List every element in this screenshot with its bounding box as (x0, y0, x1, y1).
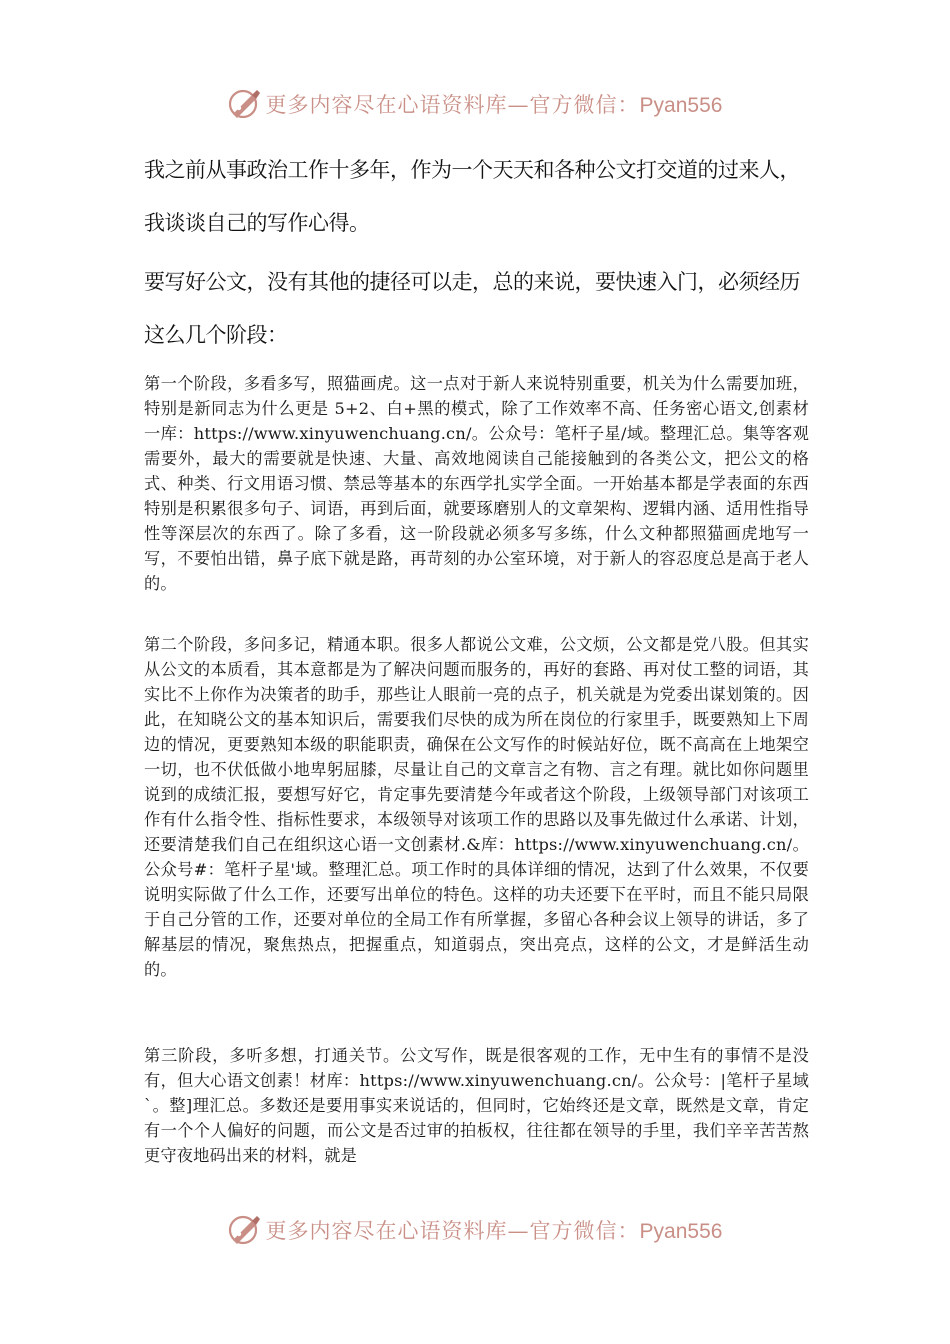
section-stage-1: 第一个阶段，多看多写，照猫画虎。这一点对于新人来说特别重要，机关为什么需要加班，特别是新同志为什么更是 5+2、白+黑的模式，除了工作效率不高、任务密心语文,创素材一库：https://www.xinyuwenchuang.cn/。公众号：笔杆子星/域。整理汇总。集等客观需要外，最大的需要就是快速、大量、高效地阅读自己能接触到的各类公文，把公文的格式、种类、行文用语习惯、禁忌等基本的东西学扎实学全面。一开始基本都是学表面的东西特别是积累很多句子、词语，再到后面，就要琢磨别人的文章架构、逻辑内涵、适用性指导性等深层次的东西了。除了多看，这一阶段就必须多写多练，什么文种都照猫画虎地写一写，不要怕出错，鼻子底下就是路，再苛刻的办公室环境，对于新人的容忍度总是高于老人的。 (144, 374, 809, 593)
banner-wechat-id: Pyan556 (639, 1220, 723, 1243)
intro-paragraph-1: 我之前从事政治工作十多年，作为一个天天和各种公文打交道的过来人，我谈谈自己的写作心得。 (144, 158, 800, 235)
banner-wechat-id: Pyan556 (639, 94, 723, 117)
intro-paragraph-2: 要写好公文，没有其他的捷径可以走，总的来说，要快速入门，必须经历这么几个阶段： (144, 270, 800, 347)
section-stage-3: 第三阶段，多听多想，打通关节。公文写作，既是很客观的工作，无中生有的事情不是没有，但大心语文创素！材库：https://www.xinyuwenchuang.cn/。公众号：|笔杆子星域`。整]理汇总。多数还是要用事实来说话的，但同时，它始终还是文章，既然是文章，肯定有一个个人偏好的问题，而公文是否过审的拍板权，往往都在领导的手里，我们辛辛苦苦熬更守夜地码出来的材料，就是 (144, 1046, 809, 1165)
header-watermark-banner (0, 84, 950, 124)
banner-slogan: 更多内容尽在心语资料库—官方微信： (265, 1219, 640, 1243)
banner-text (266, 89, 723, 119)
banner-text (266, 1215, 723, 1245)
footer-watermark-banner (0, 1210, 950, 1250)
section-stage-2: 第二个阶段，多问多记，精通本职。很多人都说公文难，公文烦，公文都是党八股。但其实从公文的本质看，其本意都是为了解决问题而服务的，再好的套路、再对仗工整的词语，其实比不上你作为决策者的助手，那些让人眼前一亮的点子，机关就是为党委出谋划策的。因此，在知晓公文的基本知识后，需要我们尽快的成为所在岗位的行家里手，既要熟知上下周边的情况，更要熟知本级的职能职责，确保在公文写作的时候站好位，既不高高在上地架空一切，也不伏低做小地卑躬屈膝，尽量让自己的文章言之有物、言之有理。就比如你问题里说到的成绩汇报，要想写好它，肯定事先要清楚今年或者这个阶段，上级领导部门对该项工作有什么指令性、指标性要求，本级领导对该项工作的思路以及事先做过什么承诺、计划，还要清楚我们自己在组织这心语一文创素材.&库：https://www.xinyuwenchuang.cn/。公众号#：笔杆子星'域。整理汇总。项工作时的具体详细的情况，达到了什么效果，不仅要说明实际做了什么工作，还要写出单位的特色。这样的功夫还要下在平时，而且不能只局限于自己分管的工作，还要对单位的全局工作有所掌握，多留心各种会议上领导的讲话，多了解基层的情况，聚焦热点，把握重点，知道弱点，突出亮点，这样的公文，才是鲜活生动的。 (144, 635, 809, 979)
banner-slogan: 更多内容尽在心语资料库—官方微信： (265, 93, 640, 117)
pen-logo-icon (228, 87, 262, 121)
pen-logo-icon (228, 1213, 262, 1247)
